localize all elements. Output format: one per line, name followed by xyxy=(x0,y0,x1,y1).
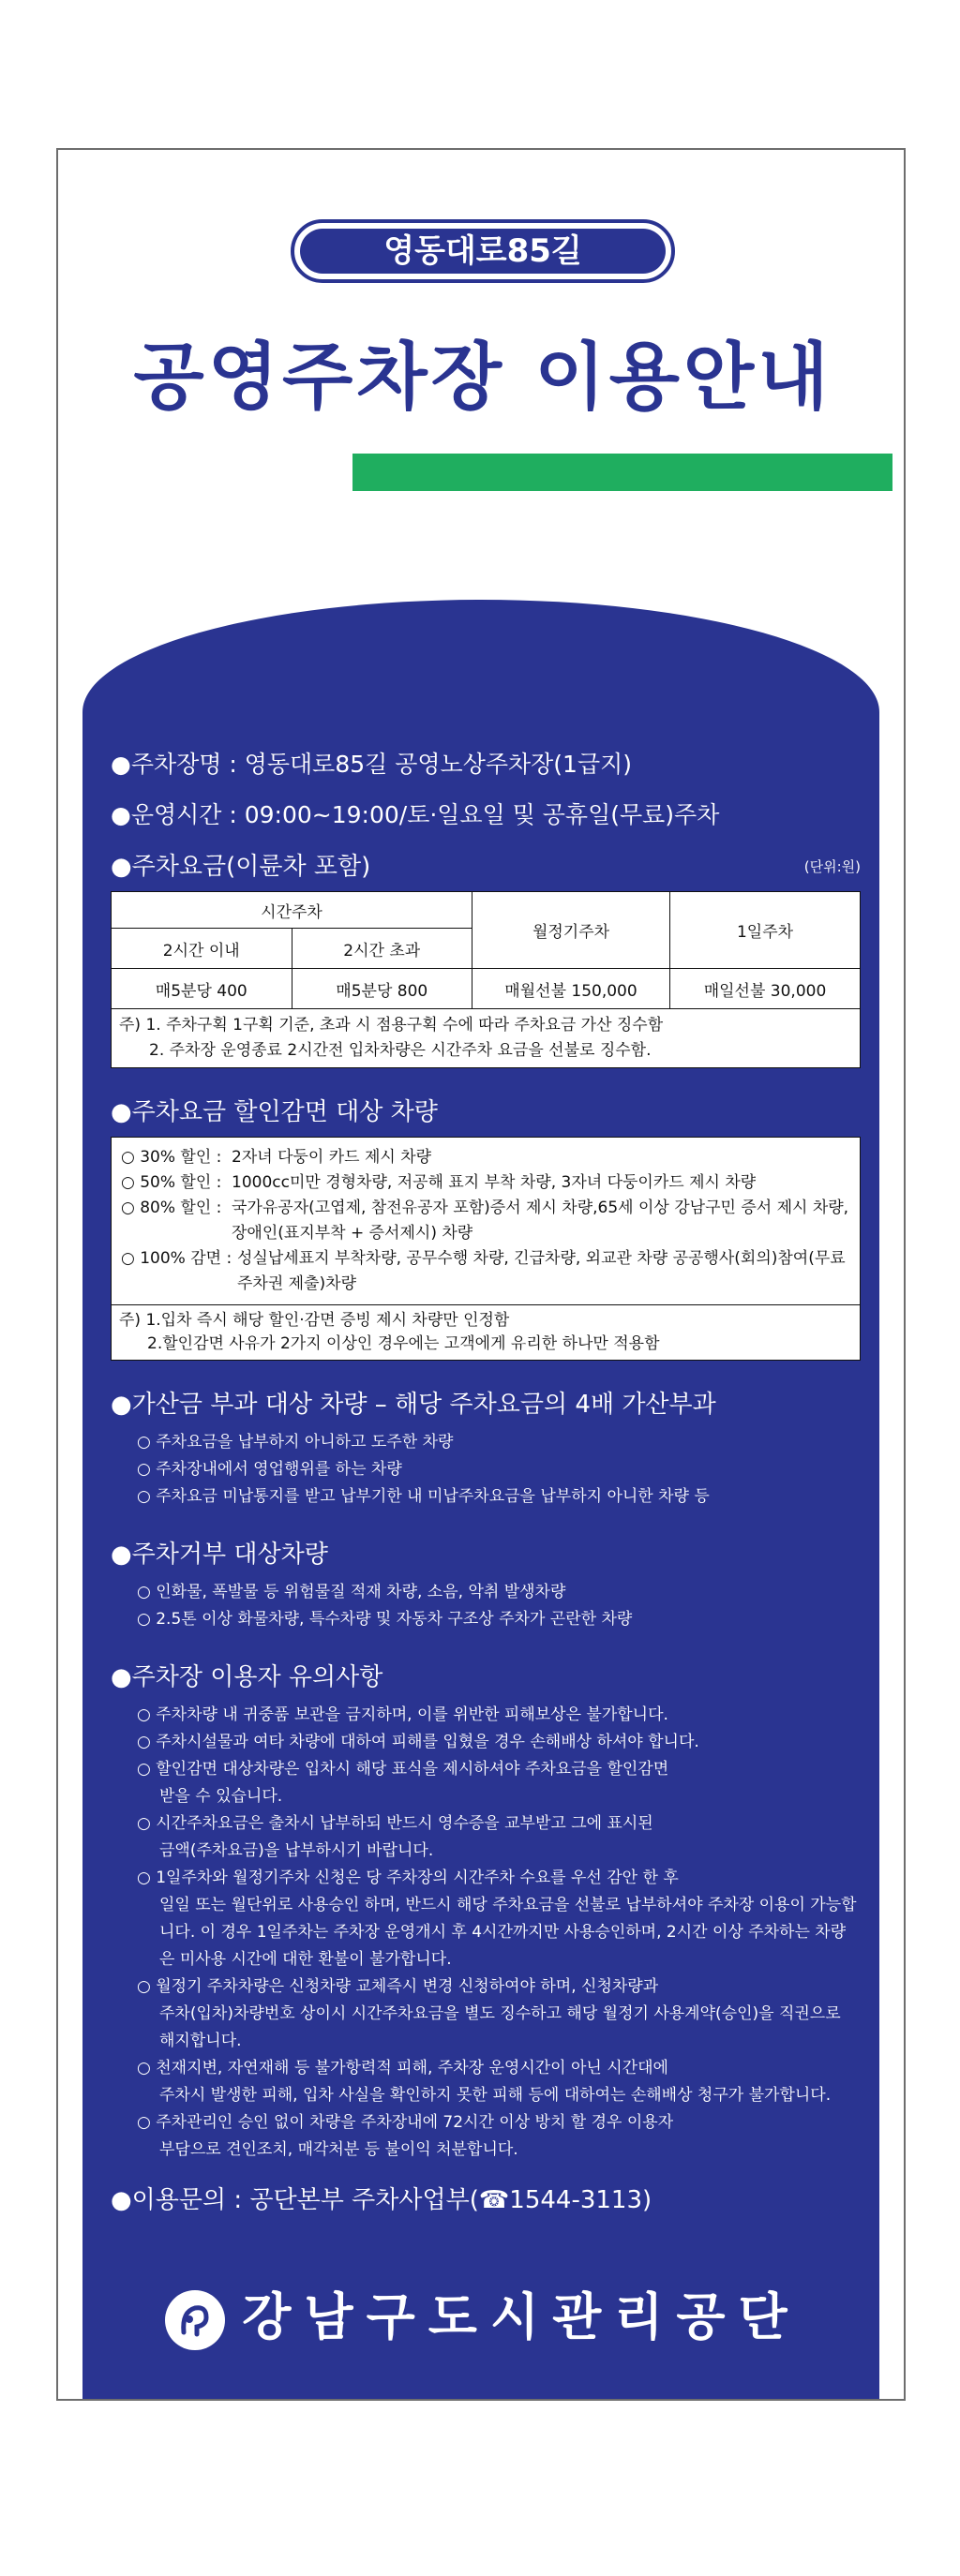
caution-text: ○ 천재지변, 자연재해 등 불가항력적 피해, 주차장 운영시간이 아닌 시간대에 xyxy=(137,2059,668,2077)
surcharge-item: ○ 주차장내에서 영업행위를 하는 차량 xyxy=(137,1460,402,1479)
fee-value-within2: 매5분당 400 xyxy=(112,969,292,1009)
discount-desc-30: 2자녀 다둥이 카드 제시 차량 xyxy=(232,1148,432,1167)
caution-text: ○ 시간주차요금은 출차시 납부하되 반드시 영수증을 교부받고 그에 표시된 xyxy=(137,1814,653,1833)
fee-header-monthly: 월정기주차 xyxy=(472,892,670,969)
discount-row-80 xyxy=(121,1196,850,1246)
caution-item xyxy=(111,1865,861,1973)
surcharge-item: ○ 주차요금 미납통지를 받고 납부기한 내 미납주차요금을 납부하지 아니한 차량 등 xyxy=(137,1487,710,1506)
caution-text: ○ 할인감면 대상차량은 입차시 해당 표식을 제시하셔야 주차요금을 할인감면 xyxy=(137,1760,669,1779)
organization-name: 강남구도시관리공단 xyxy=(242,2287,801,2346)
caution-item xyxy=(111,1756,861,1810)
fee-sub-within2: 2시간 이내 xyxy=(112,929,292,969)
fee-value-daily: 매일선불 30,000 xyxy=(670,969,861,1009)
gangnam-corp-logo-icon xyxy=(165,2290,225,2350)
organization-footer xyxy=(58,2277,906,2350)
caution-text: ○ 주차관리인 승인 없이 차량을 주차장내에 72시간 이상 방치 할 경우 이용자 xyxy=(137,2113,674,2132)
discount-note-1: 주) 1.입차 즉시 해당 할인·감면 증빙 제시 차량만 인정함 xyxy=(119,1311,510,1330)
fee-value-over2: 매5분당 800 xyxy=(292,969,472,1009)
fee-unit: (단위:원) xyxy=(803,858,861,875)
discount-row-100 xyxy=(121,1246,850,1297)
caution-text-cont: 주차시 발생한 피해, 입차 사실을 확인하지 못한 피해 등에 대하여는 손해배상 청구가 불가합니다. xyxy=(159,2086,832,2105)
caution-text-cont: 주차(입차)차량번호 상이시 시간주차요금을 별도 징수하고 해당 월정기 사용계약(승인)을 직권으로 해지합니다. xyxy=(159,2004,841,2050)
refusal-item: ○ 2.5톤 이상 화물차량, 특수차량 및 자동차 구조상 주차가 곤란한 차량 xyxy=(137,1610,633,1629)
caution-item xyxy=(111,2109,861,2164)
location-label: 영동대로85길 xyxy=(300,229,666,274)
contact-info: ●이용문의 : 공단본부 주차사업부(☎1544-3113) xyxy=(111,2186,652,2214)
caution-text: ○ 월정기 주차차량은 신청차량 교체즉시 변경 신청하여야 하며, 신청차량과 xyxy=(137,1977,659,1996)
fee-sub-over2: 2시간 초과 xyxy=(292,929,472,969)
fee-header-daily: 1일주차 xyxy=(670,892,861,969)
refusal-item: ○ 인화물, 폭발물 등 위험물질 적재 차량, 소음, 악취 발생차량 xyxy=(137,1583,566,1601)
discount-row-30 xyxy=(121,1145,850,1170)
fee-note-2: 2. 주차장 운영종료 2시간전 입차차량은 시간주차 요금을 선불로 징수함. xyxy=(149,1041,652,1060)
caution-text-cont: 받을 수 있습니다. xyxy=(159,1787,283,1806)
surcharge-item: ○ 주차요금을 납부하지 아니하고 도주한 차량 xyxy=(137,1433,454,1452)
caution-text: ○ 주차시설물과 여타 차량에 대하여 피해를 입혔을 경우 손해배상 하셔야 합니다. xyxy=(137,1733,699,1751)
discount-note-2: 2.할인감면 사유가 2가지 이상인 경우에는 고객에게 유리한 하나만 적용함 xyxy=(147,1334,660,1353)
discount-rate-80: ○ 80% 할인 : xyxy=(121,1199,222,1217)
fee-value-monthly: 매월선불 150,000 xyxy=(472,969,670,1009)
discount-rate-30: ○ 30% 할인 : xyxy=(121,1148,222,1167)
refusal-section-title: ●주차거부 대상차량 xyxy=(111,1541,328,1569)
info-banner xyxy=(56,148,906,2401)
fee-section-title: ●주차요금(이륜차 포함) xyxy=(111,853,371,881)
caution-item xyxy=(111,1702,861,1729)
discount-desc-100: 성실납세표지 부착차량, 공무수행 차량, 긴급차량, 외교관 차량 공공행사(회의)참여(무료주차권 제출)차량 xyxy=(237,1249,846,1293)
caution-text: ○ 주차차량 내 귀중품 보관을 금지하며, 이를 위반한 피해보상은 불가합니다. xyxy=(137,1705,668,1724)
caution-item xyxy=(111,1973,861,2055)
caution-item xyxy=(111,2055,861,2109)
caution-text-cont: 부담으로 견인조치, 매각처분 등 불이익 처분합니다. xyxy=(159,2140,518,2159)
discount-box xyxy=(111,1137,861,1361)
surcharge-section-title: ●가산금 부과 대상 차량 – 해당 주차요금의 4배 가산부과 xyxy=(111,1391,716,1419)
caution-text-cont: 일일 또는 월단위로 사용승인 하며, 반드시 해당 주차요금을 선불로 납부하셔야 주차장 이용이 가능합니다. 이 경우 1일주차는 주차장 운영개시 후 4시간까지만 사용승인하며, 2시간 이상 주차하는 차량은 미사용 시간에 대한 환불이 불가합니다. xyxy=(159,1896,857,1969)
accent-bar xyxy=(352,454,892,491)
fee-notes xyxy=(111,1009,861,1068)
discount-section-title: ●주차요금 할인감면 대상 차량 xyxy=(111,1098,438,1126)
discount-rate-100: ○ 100% 감면 : xyxy=(121,1249,232,1268)
parking-name: ●주차장명 : 영동대로85길 공영노상주차장(1급지) xyxy=(111,751,633,778)
discount-desc-50: 1000cc미만 경형차량, 저공해 표지 부착 차량, 3자녀 다둥이카드 제시 차량 xyxy=(232,1173,757,1192)
caution-item xyxy=(111,1810,861,1865)
operating-hours: ●운영시간 : 09:00~19:00/토·일요일 및 공휴일(무료)주차 xyxy=(111,801,720,828)
fee-note-1: 주) 1. 주차구획 1구획 기준, 초과 시 점용구획 수에 따라 주차요금 가산 징수함 xyxy=(119,1016,664,1035)
fee-header-hourly: 시간주차 xyxy=(112,892,472,929)
fee-table xyxy=(111,891,861,1009)
discount-row-50 xyxy=(121,1170,850,1196)
discount-desc-80: 국가유공자(고엽제, 참전유공자 포함)증서 제시 차량,65세 이상 강남구민 증서 제시 차량, 장애인(표지부착 + 증서제시) 차량 xyxy=(232,1199,849,1243)
discount-rate-50: ○ 50% 할인 : xyxy=(121,1173,222,1192)
location-pill xyxy=(291,219,675,283)
cautions-section-title: ●주차장 이용자 유의사항 xyxy=(111,1663,383,1691)
caution-text-cont: 금액(주차요금)을 납부하시기 바랍니다. xyxy=(159,1841,434,1860)
info-content xyxy=(111,746,861,2225)
page-title: 공영주차장 이용안내 xyxy=(133,335,832,420)
caution-text: ○ 1일주차와 월정기주차 신청은 당 주차장의 시간주차 수요를 우선 감안 한 후 xyxy=(137,1869,679,1887)
caution-item xyxy=(111,1729,861,1756)
